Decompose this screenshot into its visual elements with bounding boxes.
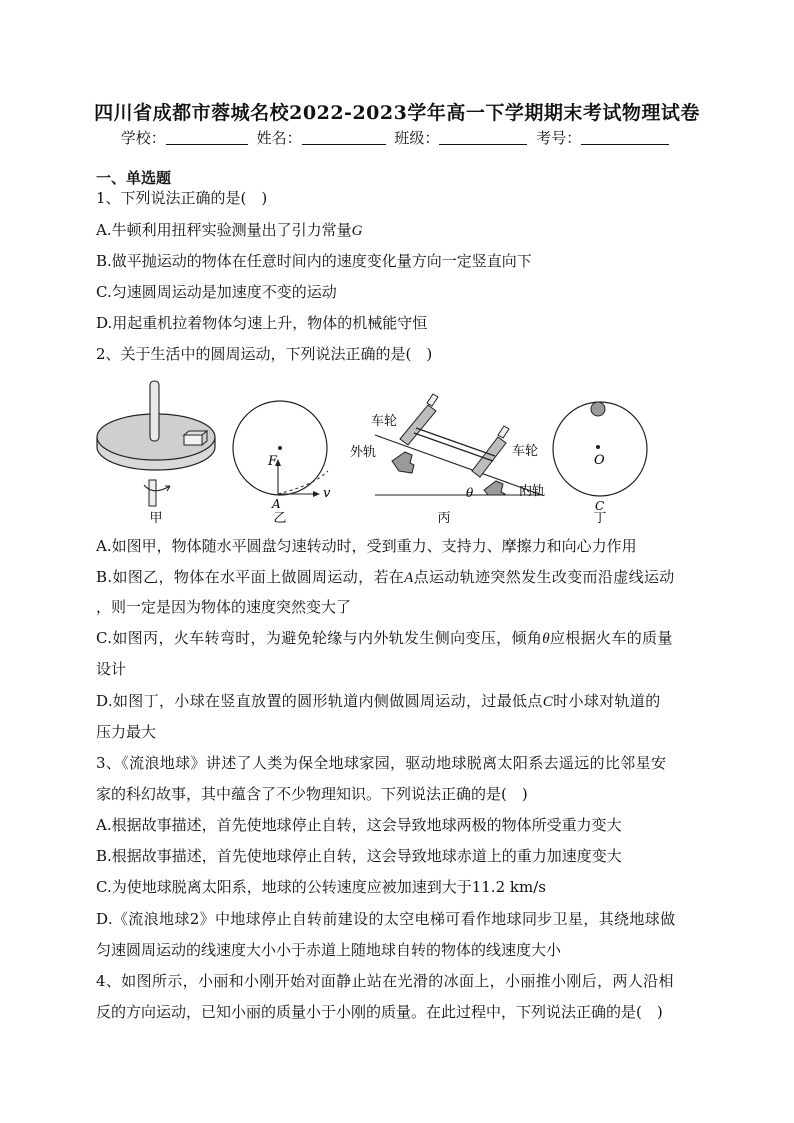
q3-option-b: B.根据故事描述，首先使地球停止自转，这会导致地球赤道上的重力加速度变大 [96,847,622,865]
label-jia: 甲 [149,511,163,526]
figure-ding [553,402,647,526]
exam-title: 四川省成都市蓉城名校2022-2023学年高一下学期期末考试物理试卷 [94,102,700,124]
label-theta: θ [466,486,474,500]
q2-option-c-line1 [96,628,673,649]
label-yi: 乙 [273,511,287,526]
q2-option-d-text: D.如图丁，小球在竖直放置的圆形轨道内侧做圆周运动，过最低点 [96,692,543,710]
q2-option-c-text-suffix: 应根据火车的质量 [549,629,673,647]
section-title: 一、单选题 [96,169,172,187]
student-info-line [0,127,794,148]
class-blank [439,144,527,145]
q2-option-b-text-suffix: 点运动轨迹突然发生改变而沿虚线运动 [413,568,675,586]
label-ding: 丁 [593,511,607,526]
label-F: F [268,454,278,469]
q3-option-c-value: 11.2 km/s [471,878,546,896]
q2-option-c-var: θ [542,631,550,647]
class-label: 班级： [394,129,440,147]
q1-option-c: C.匀速圆周运动是加速度不变的运动 [96,283,337,301]
q1-option-a-var: G [351,223,363,239]
number-label: 考号： [536,129,582,147]
figure-bing [350,394,545,526]
q2-option-b-text: B.如图乙，物体在水平面上做圆周运动，若在 [96,568,405,586]
label-A: A [272,497,281,511]
q2-option-a: A.如图甲，物体随水平圆盘匀速转动时，受到重力、支持力、摩擦力和向心力作用 [96,537,637,555]
q3-stem-line1: 3、《流浪地球》讲述了人类为保全地球家园，驱动地球脱离太阳系去遥远的比邻星安 [96,754,667,772]
label-O: O [594,453,605,468]
figure-jia [97,381,215,526]
label-wheel-left: 车轮 [371,414,398,429]
q3-option-a: A.根据故事描述，首先使地球停止自转，这会导致地球两极的物体所受重力变大 [96,816,622,834]
q2-option-d-line2: 压力最大 [96,723,157,741]
q3-option-d-line1: D.《流浪地球2》中地球停止自转前建设的太空电梯可看作地球同步卫星，其绕地球做 [96,910,676,928]
q1-stem: 1、下列说法正确的是( ) [96,189,268,207]
q1-option-a [96,220,362,241]
q3-option-c-text: C.为使地球脱离太阳系，地球的公转速度应被加速到大于 [96,878,472,896]
q3-stem-line2: 家的科幻故事，其中蕴含了不少物理知识。下列说法正确的是( ) [96,785,528,803]
label-inner-rail: 内轨 [519,484,546,499]
q1-option-a-text: A.牛顿利用扭秤实验测量出了引力常量 [96,221,352,239]
q2-figure [92,375,652,527]
q2-option-c-text: C.如图丙，火车转弯时，为避免轮缘与内外轨发生侧向变压，倾角 [96,629,543,647]
q2-option-d-line1 [96,691,661,712]
figure-yi [233,401,331,526]
q2-stem: 2、关于生活中的圆周运动，下列说法正确的是( ) [96,345,433,363]
q2-option-b-var: A [404,570,414,586]
q2-option-b-line1 [96,567,675,588]
q2-option-c-line2: 设计 [96,660,127,678]
label-wheel-right: 车轮 [512,444,539,459]
school-blank [166,144,248,145]
number-blank [581,144,669,145]
q3-option-d-line2: 匀速圆周运动的线速度大小小于赤道上随地球自转的物体的线速度大小 [96,941,562,959]
name-label: 姓名： [256,129,302,147]
school-label: 学校： [120,129,166,147]
q4-stem-line2: 反的方向运动，已知小丽的质量小于小刚的质量。在此过程中，下列说法正确的是( ) [96,1003,663,1021]
q2-option-b-line2: ，则一定是因为物体的速度突然变大了 [96,598,352,616]
q2-option-d-text-suffix: 时小球对轨道的 [553,692,661,710]
label-outer-rail: 外轨 [350,445,377,460]
q3-option-c [96,877,546,897]
q2-option-d-var: C [542,694,554,710]
label-C: C [595,499,605,513]
label-v: v [323,486,331,501]
q4-stem-line1: 4、如图所示，小丽和小刚开始对面静止站在光滑的冰面上，小丽推小刚后，两人沿相 [96,972,674,990]
q1-option-b: B.做平抛运动的物体在任意时间内的速度变化量方向一定竖直向下 [96,252,532,270]
name-blank [302,144,386,145]
label-bing: 丙 [437,511,451,526]
q1-option-d: D.用起重机拉着物体匀速上升，物体的机械能守恒 [96,314,428,332]
